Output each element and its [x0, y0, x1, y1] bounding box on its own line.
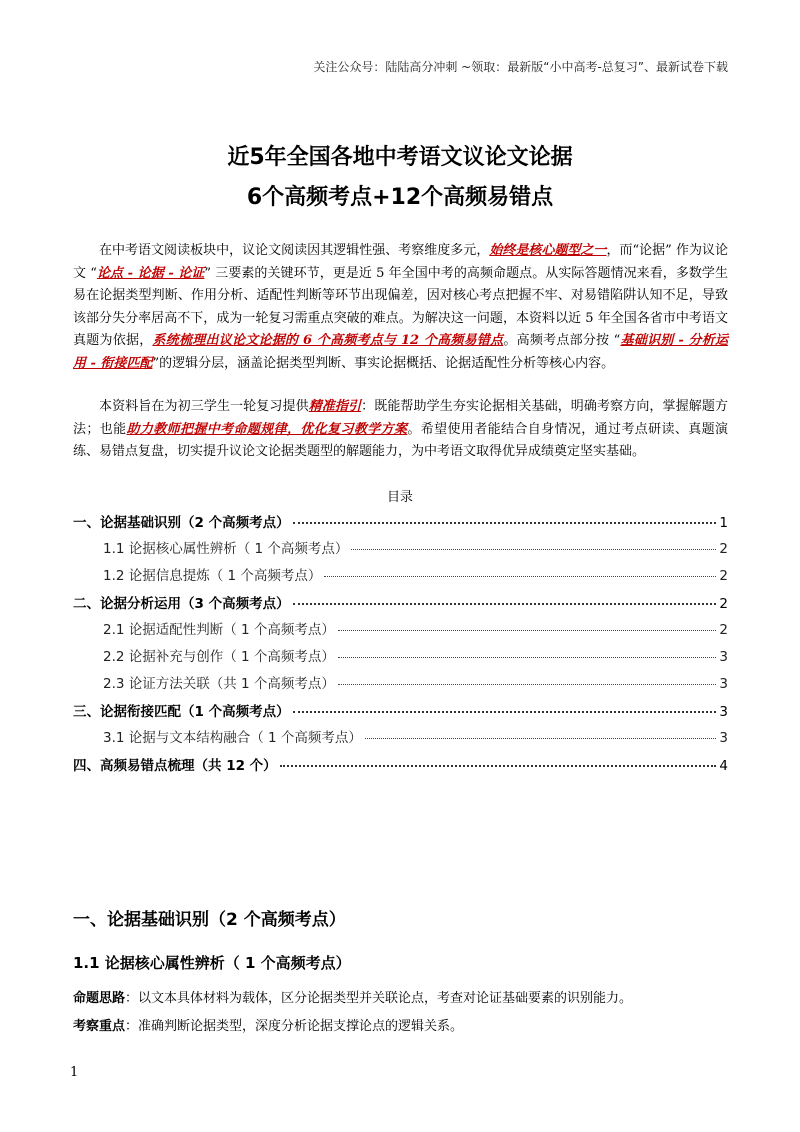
- intro-paragraph-1: 在中考语文阅读板块中，议论文阅读因其逻辑性强、考察维度多元，始终是核心题型之一，而“论据” 作为议论文 “论点 - 论据 - 论证” 三要素的关键环节，更是近 5 年全国中考的高频命题点。从实际答题情况来看，多数学生易在论据类型判断、作用分析、适配性判断等环节出现偏差，因对核心考点把握不牢、对易错陷阱认知不足，导致该部分失分率居高不下，成为一轮复习需重点突破的难点。为解决这一问题，本资料以近 5 年全国各省市中考语文真题为依据，系统梳理出议论文论据的 6 个高频考点与 12 个高频易错点。高频考点部分按 “基础识别 - 分析运用 - 衔接匹配”的逻辑分层，涵盖论据类型判断、事实论据概括、论据适配性分析等核心内容。: [73, 243, 728, 371]
- toc-item[interactable]: 一、论据基础识别（2 个高频考点） 1: [73, 509, 728, 536]
- toc-leader: [293, 506, 717, 524]
- header-note: 关注公众号：陆陆高分冲刺 ~领取：最新版“小中高考-总复习”、最新试卷下载: [313, 60, 728, 74]
- toc-title: 目录: [386, 490, 413, 505]
- toc-leader: [365, 722, 716, 739]
- toc-leader: [324, 560, 716, 577]
- exam-focus: 考察重点：准确判断论据类型，深度分析论据支撑论点的逻辑关系。: [73, 1019, 464, 1034]
- doc-title-line2: 6个高频考点+12个高频易错点: [246, 185, 554, 210]
- toc-leader: [293, 587, 717, 605]
- toc-item[interactable]: 3.1 论据与文本结构融合（ 1 个高频考点） 3: [73, 725, 728, 752]
- toc-item[interactable]: 二、论据分析运用（3 个高频考点） 2: [73, 590, 728, 617]
- highlight-core-type: 始终是核心题型之一: [489, 243, 607, 258]
- toc-leader: [280, 749, 717, 767]
- highlight-layers: 基础识别 - 分析运用 - 衔接匹配: [73, 333, 728, 371]
- proposition-idea: 命题思路：以文本具体材料为载体，区分论据类型并关联论点，考查对论证基础要素的识别能力。: [73, 991, 633, 1006]
- page-number: 1: [70, 1065, 79, 1080]
- table-of-contents: [73, 509, 728, 779]
- highlight-three-elements: 论点 - 论据 - 论证: [96, 265, 205, 281]
- toc-leader: [338, 614, 716, 631]
- toc-item[interactable]: 三、论据衔接匹配（1 个高频考点） 3: [73, 698, 728, 725]
- toc-item[interactable]: 1.2 论据信息提炼（ 1 个高频考点） 2: [73, 563, 728, 590]
- toc-leader: [338, 668, 716, 685]
- section-heading: 一、论据基础识别（2 个高频考点）: [73, 910, 346, 930]
- toc-leader: [338, 641, 716, 658]
- toc-item[interactable]: 2.3 论证方法关联（共 1 个高频考点） 3: [73, 671, 728, 698]
- toc-item[interactable]: 1.1 论据核心属性辨析（ 1 个高频考点） 2: [73, 536, 728, 563]
- subsection-heading: 1.1 论据核心属性辨析（ 1 个高频考点）: [73, 954, 351, 972]
- toc-leader: [293, 695, 717, 713]
- toc-item[interactable]: 四、高频易错点梳理（共 12 个） 4: [73, 752, 728, 779]
- intro-paragraph-2: 本资料旨在为初三学生一轮复习提供精准指引：既能帮助学生夯实论据相关基础，明确考察方向，掌握解题方法；也能助力教师把握中考命题规律，优化复习教学方案。希望使用者能结合自身情况，通过考点研读、真题演练、易错点复盘，切实提升议论文论据类题型的解题能力，为中考语文取得优异成绩奠定坚实基础。: [73, 399, 728, 459]
- toc-leader: [351, 533, 716, 550]
- highlight-summary: 系统梳理出议论文论据的 6 个高频考点与 12 个高频易错点: [152, 333, 504, 348]
- toc-item[interactable]: 2.1 论据适配性判断（ 1 个高频考点） 2: [73, 617, 728, 644]
- doc-title-line1: 近5年全国各地中考语文议论文论据: [227, 145, 573, 170]
- highlight-teacher-help: 助力教师把握中考命题规律，优化复习教学方案: [126, 421, 408, 437]
- highlight-precise-guide: 精准指引: [308, 399, 362, 414]
- toc-item[interactable]: 2.2 论据补充与创作（ 1 个高频考点） 3: [73, 644, 728, 671]
